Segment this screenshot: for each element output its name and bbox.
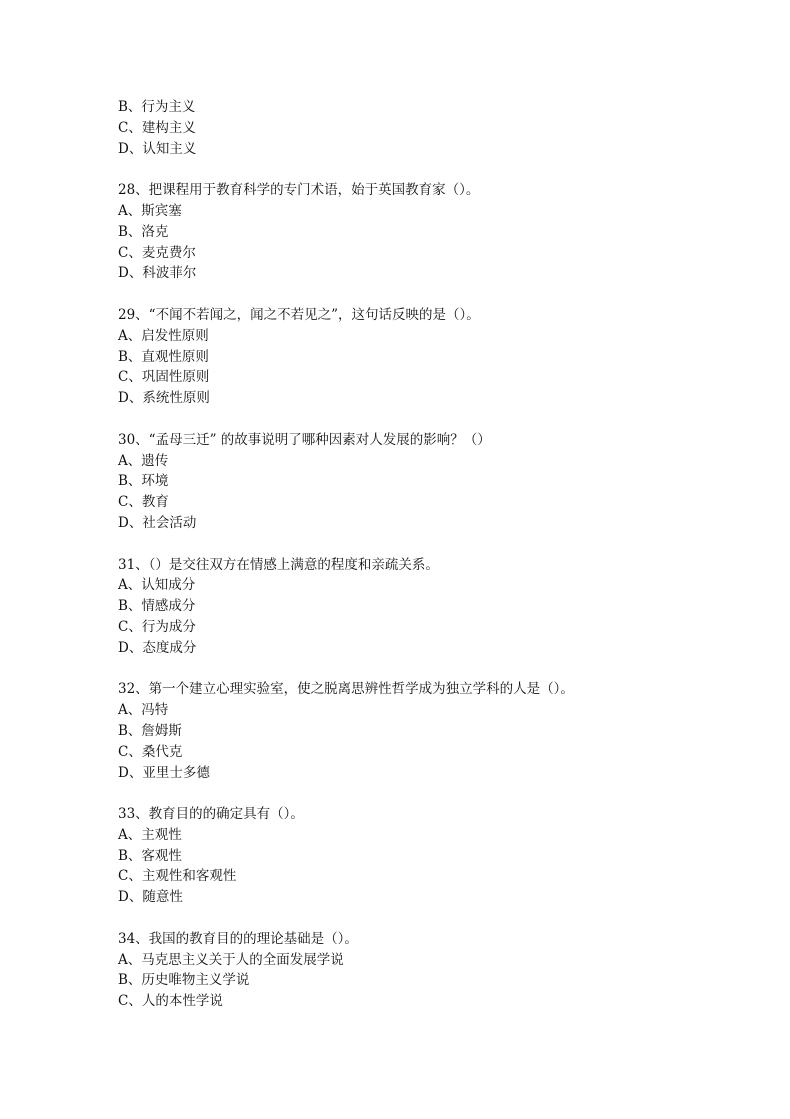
question-block xyxy=(118,534,718,659)
block-spacer xyxy=(118,659,718,680)
answer-option: D、随意性 xyxy=(118,889,183,906)
question-block xyxy=(118,97,718,159)
answer-option: C、主观性和客观性 xyxy=(118,868,237,885)
answer-option: C、建构主义 xyxy=(118,119,196,136)
answer-option: D、认知主义 xyxy=(118,140,197,157)
answer-option: B、詹姆斯 xyxy=(118,722,182,739)
question-block xyxy=(118,159,718,284)
question-block xyxy=(118,908,718,1012)
answer-option: B、洛克 xyxy=(118,223,169,240)
answer-option: C、人的本性学说 xyxy=(118,993,223,1010)
question-block xyxy=(118,284,718,409)
question-list xyxy=(118,97,718,1012)
answer-option: B、环境 xyxy=(118,473,169,490)
question-text: 32、第一个建立心理实验室，使之脱离思辨性哲学成为独立学科的人是（）。 xyxy=(118,681,574,698)
answer-option: A、主观性 xyxy=(118,826,182,843)
block-spacer xyxy=(118,159,718,180)
block-spacer xyxy=(118,284,718,305)
question-text: 30、“孟母三迁” 的故事说明了哪种因素对人发展的影响？（） xyxy=(118,431,491,448)
answer-option: D、科波菲尔 xyxy=(118,265,197,282)
answer-option: C、教育 xyxy=(118,494,169,511)
block-spacer xyxy=(118,783,718,804)
answer-option: C、行为成分 xyxy=(118,618,196,635)
question-text: 28、把课程用于教育科学的专门术语，始于英国教育家（）。 xyxy=(118,182,480,199)
answer-option: A、斯宾塞 xyxy=(118,202,182,219)
answer-option: D、社会活动 xyxy=(118,514,197,531)
answer-option: B、客观性 xyxy=(118,847,182,864)
block-spacer xyxy=(118,409,718,430)
question-text: 34、我国的教育目的的理论基础是（）。 xyxy=(118,930,358,947)
block-spacer xyxy=(118,908,718,929)
question-block xyxy=(118,409,718,534)
answer-option: A、遗传 xyxy=(118,452,169,469)
block-spacer xyxy=(118,534,718,555)
question-block xyxy=(118,659,718,784)
answer-option: B、行为主义 xyxy=(118,99,196,115)
answer-option: A、马克思主义关于人的全面发展学说 xyxy=(118,951,344,968)
answer-option: A、认知成分 xyxy=(118,577,196,594)
answer-option: D、亚里士多德 xyxy=(118,764,210,781)
answer-option: A、启发性原则 xyxy=(118,327,209,344)
answer-option: C、桑代克 xyxy=(118,743,183,760)
question-text: 31、（）是交往双方在情感上满意的程度和亲疏关系。 xyxy=(118,556,439,573)
answer-option: B、情感成分 xyxy=(118,598,196,615)
answer-option: D、态度成分 xyxy=(118,639,197,656)
answer-option: C、巩固性原则 xyxy=(118,369,210,386)
answer-option: C、麦克费尔 xyxy=(118,244,196,261)
answer-option: B、历史唯物主义学说 xyxy=(118,972,250,989)
answer-option: A、冯特 xyxy=(118,702,169,719)
answer-option: D、系统性原则 xyxy=(118,390,210,407)
question-block xyxy=(118,783,718,908)
question-text: 29、“不闻不若闻之，闻之不若见之”，这句话反映的是（）。 xyxy=(118,306,480,323)
question-text: 33、教育目的的确定具有（）。 xyxy=(118,806,304,823)
answer-option: B、直观性原则 xyxy=(118,348,209,365)
